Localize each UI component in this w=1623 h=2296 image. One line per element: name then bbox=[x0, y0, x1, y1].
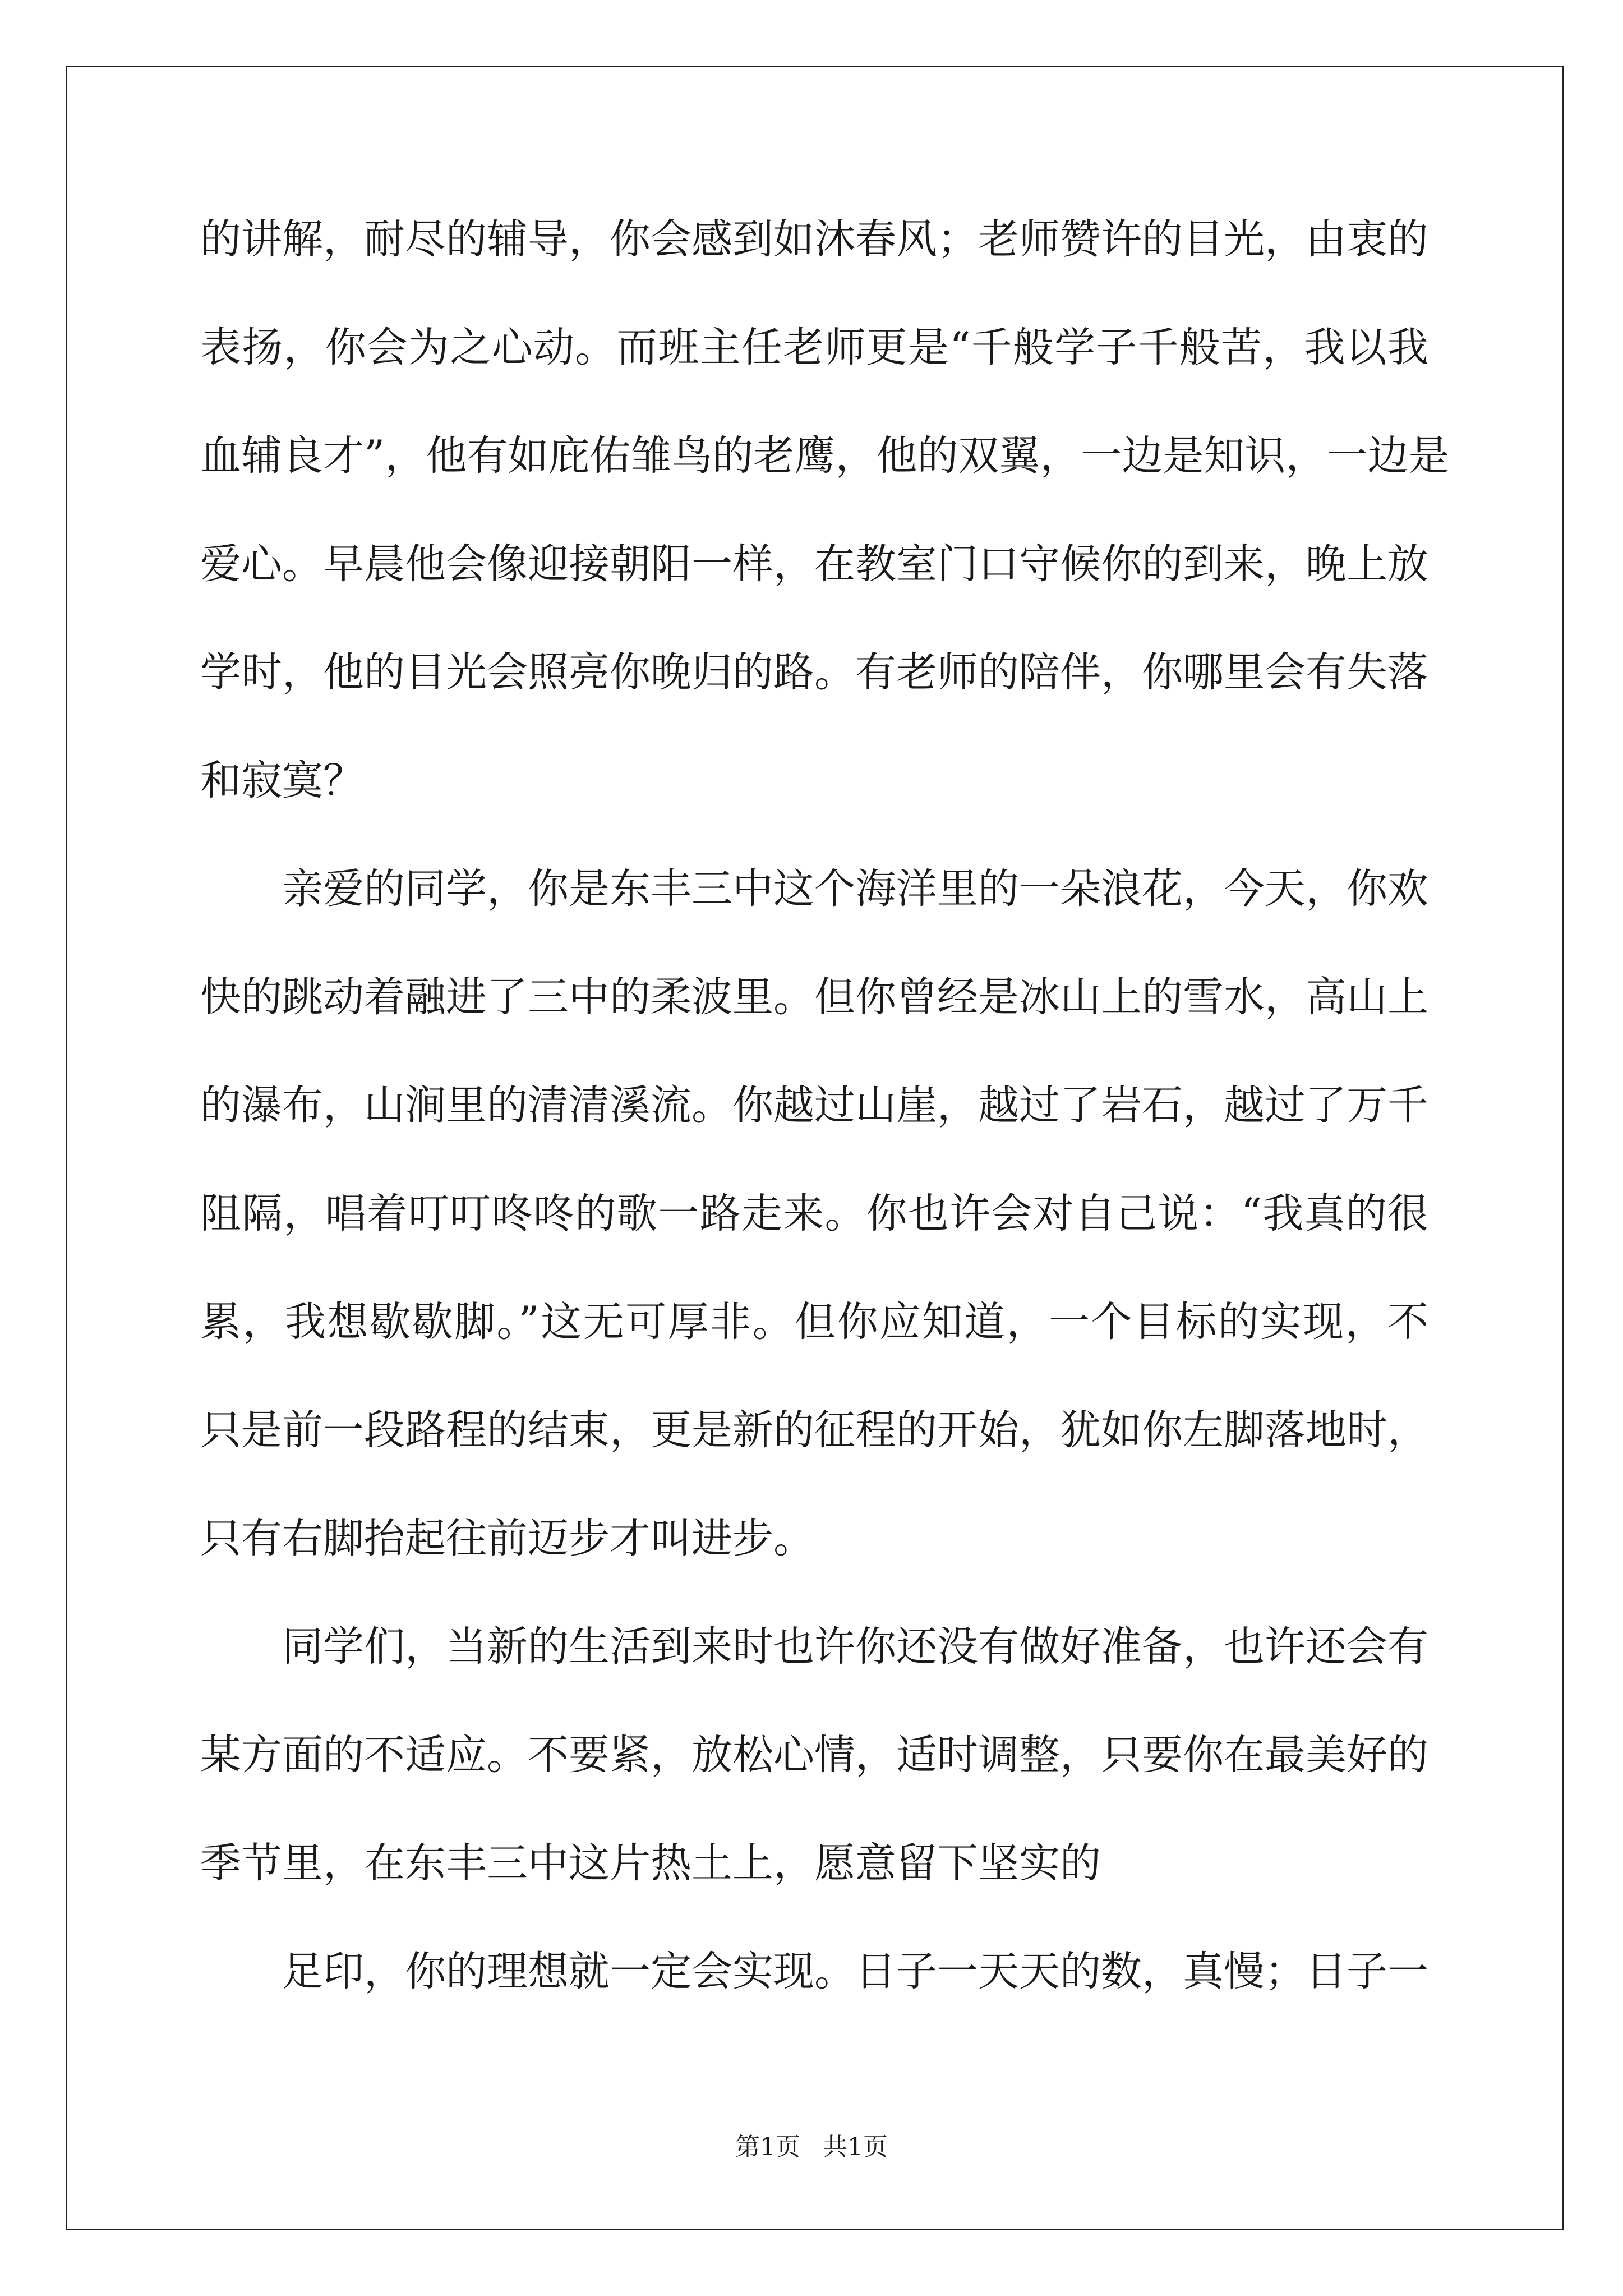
text-line: 快的跳动着融进了三中的柔波里。但你曾经是冰山上的雪水，高山上 bbox=[200, 973, 1428, 1021]
paragraph bbox=[200, 1623, 1428, 1951]
text-line: 血辅良才”，他有如庇佑雏鸟的老鹰，他的双翼，一边是知识，一边是 bbox=[200, 432, 1450, 480]
page-number: 第1页 bbox=[735, 2133, 800, 2161]
text-line: 的讲解，耐尽的辅导，你会感到如沐春风；老师赞许的目光，由衷的 bbox=[200, 215, 1428, 263]
text-line: 爱心。早晨他会像迎接朝阳一样，在教室门口守候你的到来，晚上放 bbox=[200, 540, 1428, 588]
text-line: 学时，他的目光会照亮你晚归的路。有老师的陪伴，你哪里会有失落 bbox=[200, 648, 1428, 696]
paragraph bbox=[200, 215, 1450, 868]
text-line: 只有右脚抬起往前迈步才叫进步。 bbox=[200, 1515, 814, 1562]
text-line: 同学们，当新的生活到来时也许你还没有做好准备，也许还会有 bbox=[282, 1623, 1428, 1671]
paragraph bbox=[200, 1948, 1428, 2059]
document-body bbox=[200, 215, 1450, 2059]
text-line: 亲爱的同学，你是东丰三中这个海洋里的一朵浪花，今天，你欢 bbox=[282, 865, 1428, 913]
page-footer bbox=[0, 2135, 1623, 2160]
text-line: 足印，你的理想就一定会实现。日子一天天的数，真慢；日子一 bbox=[282, 1948, 1428, 1995]
text-line: 累，我想歇歇脚。”这无可厚非。但你应知道，一个目标的实现，不 bbox=[200, 1298, 1428, 1346]
text-line: 某方面的不适应。不要紧，放松心情，适时调整，只要你在最美好的 bbox=[200, 1731, 1428, 1779]
page-total: 共1页 bbox=[823, 2133, 888, 2161]
text-line: 只是前一段路程的结束，更是新的征程的开始，犹如你左脚落地时， bbox=[200, 1406, 1428, 1454]
paragraph bbox=[200, 865, 1428, 1626]
text-line: 的瀑布，山涧里的清清溪流。你越过山崖，越过了岩石，越过了万千 bbox=[200, 1082, 1428, 1129]
text-line: 阻隔，唱着叮叮咚咚的歌一路走来。你也许会对自己说：“我真的很 bbox=[200, 1190, 1428, 1237]
text-line: 表扬，你会为之心动。而班主任老师更是“千般学子千般苦，我以我 bbox=[200, 324, 1428, 371]
text-line: 季节里，在东丰三中这片热土上，愿意留下坚实的 bbox=[200, 1839, 1101, 1887]
text-line: 和寂寞？ bbox=[200, 757, 364, 804]
